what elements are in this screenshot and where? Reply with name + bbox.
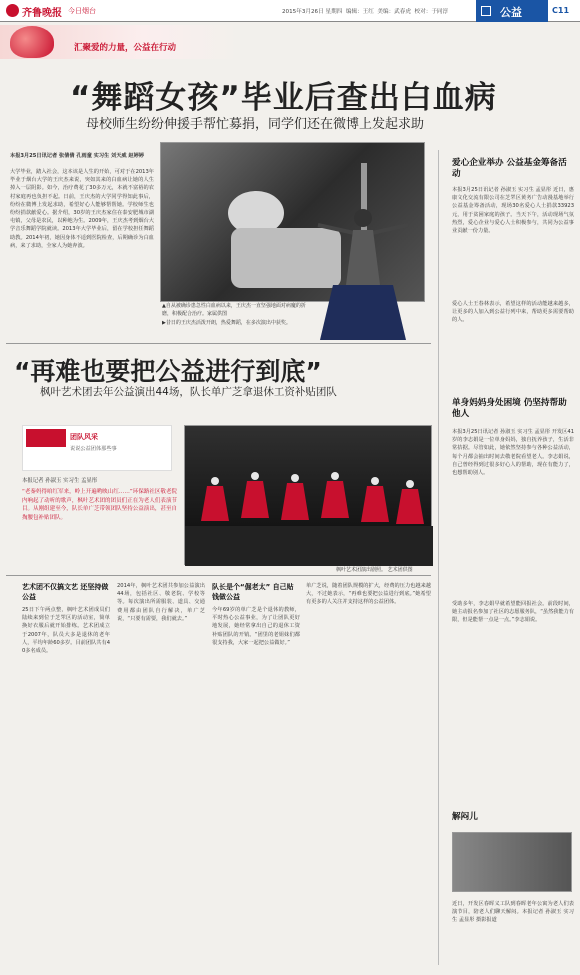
story2-col-c: 今年69岁的单广芝是个退休的教师，平时热心公益事业，为了让团队更好地发展，她经常拿出自己的退休工资补贴团队的开销。“团里的老姐妹们都很支持我，大家一起把公益做好。” bbox=[212, 607, 300, 646]
photo-stage-performance bbox=[184, 425, 432, 565]
photo2-caption: ▶昔日的王庆杰活泼开朗，热爱舞蹈，在多次演出中获奖。 bbox=[162, 320, 291, 326]
header-editor: 编辑：王红 bbox=[345, 9, 374, 15]
dancer-icon bbox=[288, 190, 438, 340]
section-label: 公益 bbox=[476, 0, 548, 22]
story2-subhead-b: 队长是个“倔老太” 自己贴钱做公益 bbox=[212, 583, 294, 601]
header-date: 2015年3月26日 bbox=[282, 9, 324, 15]
page-number: C11 bbox=[552, 6, 570, 15]
header-meta bbox=[282, 7, 448, 15]
sidebar-headline-1: 爱心企业举办 公益基金筹备活动 bbox=[452, 158, 567, 179]
story2-col-d: 单广芝说，随着团队规模的扩大，经费的压力也越来越大，不过她表示，“再难也要把公益进行到底。”她希望有更多的人关注并支持这样的公益团体。 bbox=[306, 583, 431, 606]
section-box-icon bbox=[481, 6, 491, 16]
sidebar-text-3: 近日，开发区春晖义工队到春晖老年公寓为老人们表演节目，陪老人们聊天解闷。本报记者 孙淑玉 实习生 孟显彤 摄影报道 bbox=[452, 901, 574, 924]
sidebar-headline-2: 单身妈妈身处困境 仍坚持帮助他人 bbox=[452, 398, 567, 419]
photo-dancer bbox=[288, 190, 438, 340]
section-rule bbox=[6, 575, 431, 576]
header-designer: 美编：武春虎 bbox=[377, 9, 411, 15]
photo1-caption: ▲自从被确诊患急性白血病以来，王庆杰一直坚强地面对病魔的折磨，积极配合治疗。家属供图 bbox=[162, 303, 306, 317]
header-proof: 校对：于同淳 bbox=[414, 9, 449, 15]
placeholder bbox=[160, 330, 161, 331]
troupe-name: 团队风采 bbox=[70, 433, 98, 441]
story2-byline: 本报记者 孙淑玉 实习生 孟显彤 bbox=[22, 478, 98, 484]
troupe-logo-icon bbox=[26, 429, 66, 447]
banner-slogan: 汇聚爱的力量，公益在行动 bbox=[74, 43, 177, 53]
subheadline-1: 母校师生纷纷伸援手帮忙募捐，同学们还在微博上发起求助 bbox=[86, 117, 425, 132]
sidebar-text-2b: 受助多年，李志娟早就希望能回报社会。前段时间，她主动报名参加了社区的志愿服务队，“虽然我能力有限，但是能帮一点是一点。”李志娟说。 bbox=[452, 601, 574, 624]
column-divider bbox=[438, 150, 439, 965]
story-divider bbox=[6, 343, 431, 344]
headline-1: “舞蹈女孩”毕业后查出白血病 bbox=[70, 80, 497, 116]
subheadline-2: 枫叶艺术团去年公益演出44场，队长单广芝拿退休工资补贴团队 bbox=[40, 386, 337, 398]
brand-tag: 今日烟台 bbox=[68, 7, 96, 15]
newspaper-logo-icon bbox=[6, 4, 19, 17]
story2-lead: “老秦妈得咱红军来，岭上开遍哟映山红……”环保路社区敬老院内响起了动听的歌声，枫叶艺术团的团员们正在为老人们表演节目。从刚组建至今，队长单广芝带领团队坚持公益演出，甚至自掏腰包补贴团队。 bbox=[22, 489, 177, 521]
story1-byline: 本报3月25日讯记者 张倩倩 孔雨童 实习生 刘天威 赵婷婷 bbox=[10, 153, 144, 159]
photo-volunteers bbox=[452, 832, 572, 892]
troupe-slogan: 说说公益团体那些事 bbox=[70, 446, 117, 452]
sidebar-headline-3: 解闷儿 bbox=[452, 812, 478, 822]
brand-name: 齐鲁晚报 bbox=[22, 8, 62, 19]
story2-col-a: 25日下午两点整，枫叶艺术团成员们陆续来到位于芝罘区的活动室，简单换好衣服后就开始排练。艺术团成立于2007年，队员大多是退休的老年人，平均年龄60多岁。目前团队共有40多名成员。 bbox=[22, 607, 110, 655]
heart-icon bbox=[10, 26, 54, 58]
story1-col1: 大学毕业，踏入社会，这本该是人生的开始，可对于在2013年毕业于烟台大学的王庆杰来说，突如其来的白血病让她的人生掉入一层阴影。如今，治疗费花了30多万元，本就不富裕的农村家庭再也负担不起。日前，王庆杰的大学同学得知此事后，纷纷在微博上发起求助，希望好心人能够帮帮她。学校师生也纷纷捐款献爱心。据介绍，30岁的王庆杰家住在泰安肥城市湖屯镇，父母是农民，以种地为生。2009年，王庆杰考到烟台大学音乐舞蹈学院就读。2013年大学毕业后，留在学校担任舞蹈助教。2014年初，她因身体不适到医院检查，后期确诊为白血病，来了求助，全家人为她奔波。 bbox=[10, 169, 154, 249]
sidebar-text-1: 本报3月25日讯记者 孙淑玉 实习生 孟显彤 近日，惠康文化交流有限公司在芝罘区黄务广告动漫基地举行公益基金筹备活动，现场30名爱心人士捐款33923元，用于贫困家庭的孩子。当天下午，活动现场气氛热烈，爱心企业与爱心人士积极参与，共同为公益事业贡献一份力量。 bbox=[452, 187, 574, 235]
header-weekday: 星期四 bbox=[325, 9, 343, 15]
sidebar-text-2: 本报3月25日讯记者 孙淑玉 实习生 孟显彤 开发区41岁的李志娟是一位单身妈妈，独自抚养孩子，生活非常拮据。尽管如此，她依然坚持参与各种公益活动，每个月都会抽出时间去敬老院看望老人。李志娟说，自己曾经得到过很多好心人的帮助，现在有能力了，也想帮助别人。 bbox=[452, 429, 574, 477]
dancers-icon bbox=[185, 426, 433, 566]
story2-subhead-a: 艺术团不仅搞文艺 还坚持做公益 bbox=[22, 583, 109, 601]
sidebar-text-1b: 爱心人士王春林表示，希望这样的活动能越来越多，让更多的人加入到公益行列中来，帮助更多需要帮助的人。 bbox=[452, 301, 574, 324]
stage-caption: 枫叶艺术团演出剧照。 艺术团供图 bbox=[336, 567, 413, 573]
headline-2: “再难也要把公益进行到底” bbox=[14, 357, 322, 386]
story2-col-b: 2014年，枫叶艺术团共参加公益演出44场，包括社区、敬老院、学校等等。每次演出所需服装、道具、交通费用都由团队自行解决，单广芝说，“只要有需要，我们就去。” bbox=[117, 583, 205, 622]
